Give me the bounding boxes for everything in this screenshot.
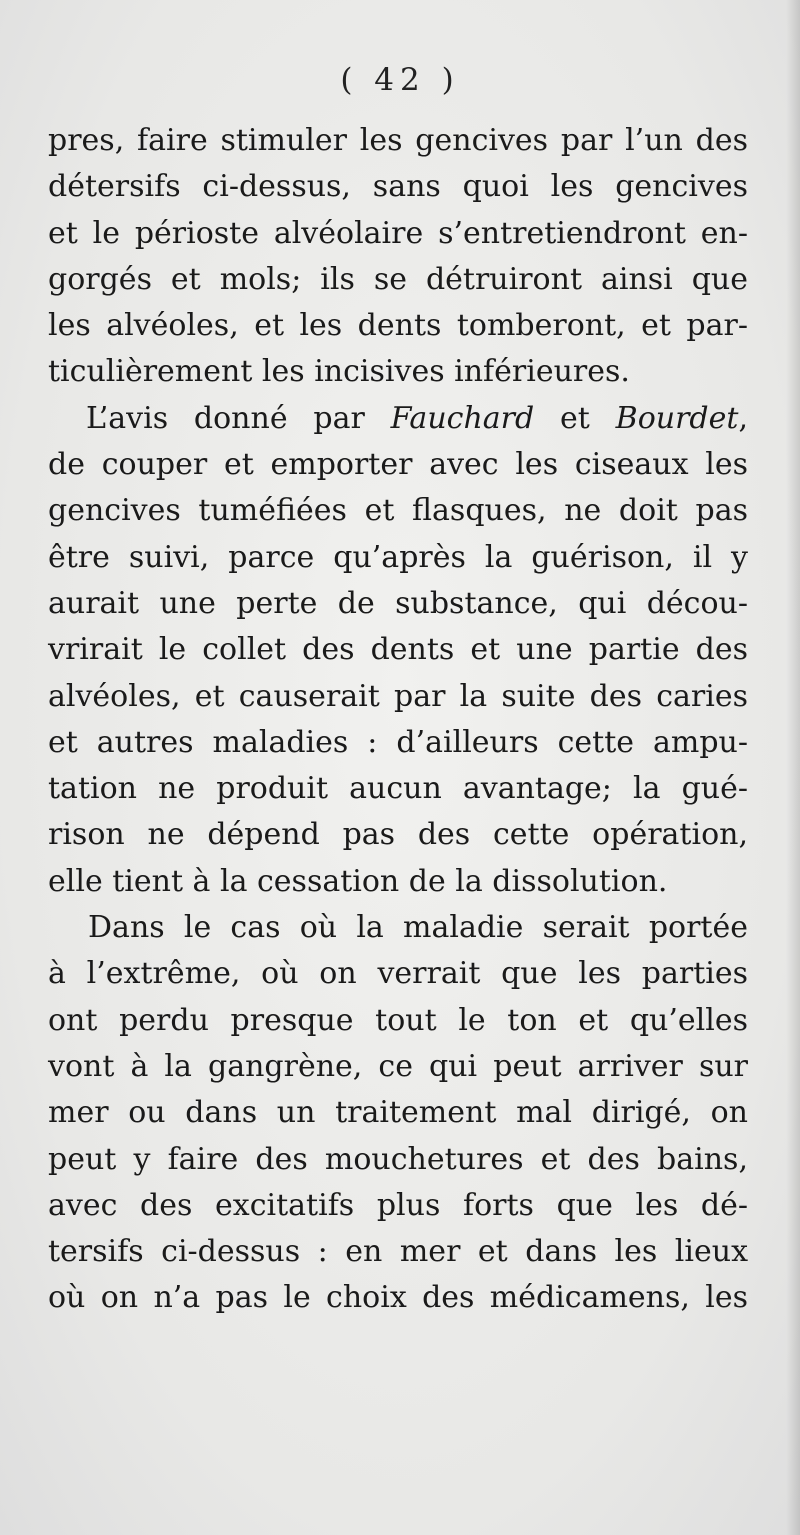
text-line: alvéoles, et causerait par la suite des caries [48,678,748,714]
text-line: détersifs ci-dessus, sans quoi les gencives [48,169,748,205]
text-line: gorgés et mols; ils se détruiront ainsi que [48,261,748,297]
text-line: avec des excitatifs plus forts que les dé- [48,1187,748,1223]
text-line: et le périoste alvéolaire s’entretiendront en- [48,215,748,251]
text-line: peut y faire des mouchetures et des bains, [48,1141,748,1177]
text-line: où on n’a pas le choix des médicamens, les [48,1280,748,1316]
text-line: ticulièrement les incisives inférieures. [48,354,630,390]
paragraph-first-line [48,396,748,442]
text-run: et [534,400,616,436]
text-line: ont perdu presque tout le ton et qu’elles [48,1002,748,1038]
text-line: les alvéoles, et les dents tomberont, et par- [48,308,748,344]
author-name-bourdet: Bourdet [615,400,739,436]
text-line: elle tient à la cessation de la dissolution. [48,863,668,899]
page-number: ( 42 ) [340,62,460,98]
text-line: vrirait le collet des dents et une partie des [48,632,748,668]
page-edge-shadow [786,0,800,1535]
text-line: et autres maladies : d’ailleurs cette ampu- [48,724,748,760]
text-line: de couper et emporter avec les ciseaux les [48,447,748,483]
text-line: pres, faire stimuler les gencives par l’un des [48,123,748,158]
text-run: , [738,400,748,436]
author-name-fauchard: Fauchard [390,400,535,436]
text-line: aurait une perte de substance, qui décou- [48,585,748,621]
text-line: à l’extrême, où on verrait que les parties [48,956,748,992]
text-line: vont à la gangrène, ce qui peut arriver sur [48,1048,748,1084]
text-line: rison ne dépend pas des cette opération, [48,817,748,853]
text-line: tation ne produit aucun avantage; la gué- [48,771,748,807]
text-line: tersifs ci-dessus : en mer et dans les lieux [48,1234,748,1270]
text-run: L’avis donné par [86,400,391,436]
text-line: gencives tuméfiées et flasques, ne doit pas [48,493,748,529]
paragraph-first-line: Dans le cas où la maladie serait portée [88,910,748,946]
text-line: être suivi, parce qu’après la guérison, il y [48,539,748,575]
text-line: mer ou dans un traitement mal dirigé, on [48,1095,748,1131]
page-text [48,118,748,1322]
